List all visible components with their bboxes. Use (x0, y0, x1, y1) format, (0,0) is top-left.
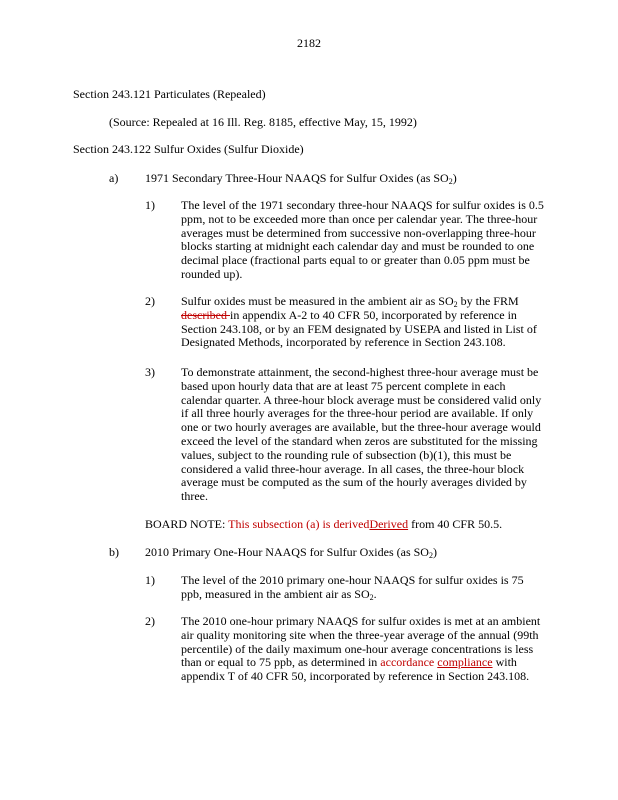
section-243-121-source-note: (Source: Repealed at 16 Ill. Reg. 8185, effective May, 15, 1992) (109, 115, 417, 129)
page-number: 2182 (297, 36, 321, 50)
deleted-text: described (181, 307, 230, 322)
item-a2-text: Sulfur oxides must be measured in the ambient air as $SO_2$ by the FRM described in appendix A-2 to 40 CFR 50, incorporated by reference in Section 243.108, or by an FEM designated by USEPA and listed in List of Designated Methods, incorporated by reference in Section 243.108. (181, 294, 537, 350)
item-b2-number: 2) (145, 614, 155, 628)
section-243-122-heading: Section 243.122 Sulfur Oxides (Sulfur Dioxide) (73, 142, 304, 156)
item-b1-text: The level of the 2010 primary one-hour NAAQS for sulfur oxides is 75 ppb, measured in the ambient air as $SO_2$. (181, 573, 524, 602)
item-a1-text: The level of the 1971 secondary three-hour NAAQS for sulfur oxides is 0.5 ppm, not to be exceeded more than once per calendar year. The three-hour averages must be determined from successive non-overlapping three-hour blocks starting at midnight each calendar day and must be rounded to one decimal place (fractional parts equal to or greater than 0.05 ppm must be rounded up). (181, 198, 544, 281)
inserted-text: Derived (369, 517, 409, 531)
item-b2-text: The 2010 one-hour primary NAAQS for sulfur oxides is met at an ambient air quality monitoring site when the three-year average of the annual (99th percentile) of the daily maximum one-hour average concentrations is less than or equal to 75 ppb, as determined in accordance compliance with appendix T of 40 CFR 50, incorporated by reference in Section 243.108. (181, 614, 541, 684)
inserted-word: compliance (437, 655, 493, 670)
item-a2-number: 2) (145, 294, 155, 308)
subsection-a-title: 1971 Secondary Three-Hour NAAQS for Sulfur Oxides (as $SO_2$) (145, 171, 457, 186)
section-243-121-heading: Section 243.121 Particulates (Repealed) (73, 87, 266, 101)
item-b1-number: 1) (145, 573, 155, 587)
subsection-b-title: 2010 Primary One-Hour NAAQS for Sulfur Oxides (as $SO_2$) (145, 545, 437, 560)
changed-word: accordance (380, 655, 435, 670)
board-note-changed-text: This subsection (a) is derived (228, 517, 370, 531)
subsection-b-label: b) (109, 545, 119, 559)
item-a3-number: 3) (145, 365, 155, 379)
item-a3-text: To demonstrate attainment, the second-highest three-hour average must be based upon hourly data that are at least 75 percent complete in each calendar quarter. A three-hour block average must be considered valid only if all three hourly averages for the three-hour period are available. If only one or two hourly averages are available, but the three-hour average would exceed the level of the standard when zeros are substituted for the missing values, subject to the rounding rule of subsection (b)(1), this must be considered a valid three-hour average. In all cases, the three-hour block average must be computed as the sum of the hourly averages divided by three. (181, 365, 542, 504)
subsection-a-label: a) (109, 171, 119, 185)
item-a1-number: 1) (145, 198, 155, 212)
board-note: BOARD NOTE: This subsection (a) is derivedDerived from 40 CFR 50.5. (145, 517, 503, 531)
